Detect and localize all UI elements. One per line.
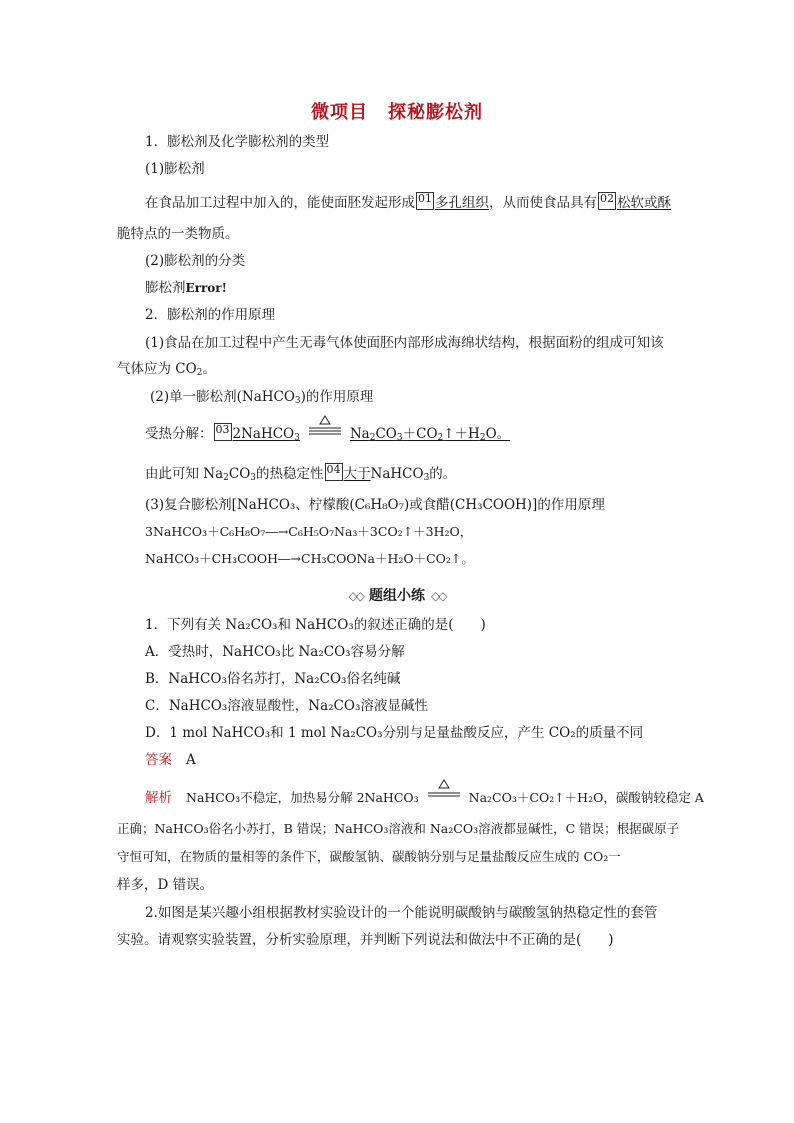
ornament-left-icon: ◇◇ (348, 589, 363, 603)
p2-text-post: 。 (202, 361, 216, 377)
question-1-stem: 1．下列有关 Na₂CO₃和 NaHCO₃的叙述正确的是( ) (145, 617, 486, 633)
paragraph-1-line-2: 脆特点的一类物质。 (117, 226, 239, 242)
analysis-line-1 (145, 788, 704, 807)
subsection-1-1: (1)膨松剂 (145, 161, 205, 177)
heating-arrow-icon (306, 424, 344, 440)
classification-line (145, 279, 227, 297)
eq-right-d: ↑＋H (443, 426, 480, 442)
paragraph-2-line-2 (117, 360, 216, 382)
paragraph-2-line-1: (1)食品在加工过程中产生无毒气体使面胚内部形成海绵状结构，根据面粉的组成可知该 (145, 335, 664, 351)
p2-text-pre: 气体应为 CO (117, 361, 197, 377)
paragraph-1-line-1 (145, 192, 671, 212)
reaction-2: NaHCO₃＋CH₃COOH―→CH₃COONa＋H₂O＋CO₂↑。 (145, 551, 474, 566)
heating-arrow-icon-2 (425, 788, 463, 804)
option-C: C．NaHCO₃溶液显酸性，Na₂CO₃溶液显碱性 (145, 698, 428, 714)
question-2-line-2: 实验。请观察实验装置，分析实验原理，并判断下列说法和做法中不正确的是( ) (117, 932, 614, 948)
analysis-line-4: 样多，D 错误。 (117, 877, 214, 893)
stab-sub-3b: 3 (423, 473, 430, 483)
reaction-1: 3NaHCO₃＋C₆H₈O₇―→C₆H₅O₇Na₃＋3CO₂↑＋3H₂O， (145, 524, 473, 539)
question-2-line-1: 2.如图是某兴趣小组根据教材实验设计的一个能说明碳酸钠与碳酸氢钠热稳定性的套管 (145, 905, 658, 921)
single-agent-heading (150, 388, 373, 410)
stab-e: 的。 (429, 466, 457, 482)
eq-right-a: Na (349, 426, 370, 442)
heat-label: 受热分解： (145, 426, 213, 442)
eq-left-sub: 3 (294, 433, 300, 443)
blank-number-01: 01 (416, 192, 434, 210)
analysis-1b: Na₂CO₃＋CO₂↑＋H₂O，碳酸钠较稳定 A (468, 790, 704, 805)
subsection-1-2: (2)膨松剂的分类 (145, 253, 246, 269)
eq-left: 2NaHCO (232, 426, 295, 442)
eq-right-b: CO (375, 426, 397, 442)
eq-right-c: ＋CO (402, 426, 438, 442)
p2-heading-a: (2)单一膨松剂(NaHCO (150, 389, 295, 405)
section-header-practice (0, 585, 794, 605)
title-right: 探秘膨松剂 (388, 102, 483, 123)
option-D: D．1 mol NaHCO₃和 1 mol Na₂CO₃分别与足量盐酸反应，产生 CO₂的质量不同 (145, 725, 644, 741)
analysis-line-3: 守恒可知，在物质的量相等的条件下，碳酸氢钠、碳酸钠分别与足量盐酸反应生成的 CO₂一 (117, 849, 621, 864)
p1-text-a: 在食品加工过程中加入的，能使面胚发起形成 (145, 195, 415, 211)
p1-text-c: ，从而使食品具有 (489, 195, 597, 211)
page-title (0, 98, 794, 124)
stab-sub-2: 2 (223, 473, 229, 483)
analysis-line-2: 正确；NaHCO₃俗名小苏打，B 错误；NaHCO₃溶液和 Na₂CO₃溶液都显碱性，C 错误；根据碳原子 (117, 821, 680, 836)
p2-heading-b: )的作用原理 (300, 389, 374, 405)
eq-right-e: O。 (485, 426, 511, 442)
answer-blank-04: 大于 (343, 466, 371, 482)
stability-line (145, 463, 456, 487)
eq-sub-2b: 2 (437, 433, 444, 443)
answer-line (145, 751, 196, 769)
blank-number-04: 04 (325, 463, 343, 481)
p2-sub: 2 (196, 368, 203, 378)
answer-blank-01: 多孔组织 (435, 195, 489, 211)
stab-d: NaHCO (370, 466, 424, 482)
stab-b: CO (228, 466, 251, 482)
section-2-heading: 2．膨松剂的作用原理 (145, 307, 276, 323)
error-text: Error! (185, 281, 227, 295)
stab-c: 的热稳定性 (256, 466, 324, 482)
section-1-heading: 1．膨松剂及化学膨松剂的类型 (145, 134, 330, 150)
answer-blank-02: 松软或酥 (617, 195, 671, 211)
eq-sub-2c: 2 (479, 433, 486, 443)
eq-sub-3a: 3 (396, 433, 403, 443)
classify-label: 膨松剂 (145, 280, 186, 296)
stab-sub-3: 3 (250, 473, 257, 483)
compound-agent-heading: (3)复合膨松剂[NaHCO₃、柠檬酸(C₆H₈O₇)或食醋(CH₃COOH)]的作用原理 (145, 497, 605, 513)
title-left: 微项目 (311, 102, 368, 123)
section-label: 题组小练 (369, 588, 425, 604)
ornament-right-icon: ◇◇ (431, 589, 446, 603)
option-B: B．NaHCO₃俗名苏打，Na₂CO₃俗名纯碱 (145, 671, 401, 687)
stab-a: 由此可知 Na (145, 466, 224, 482)
answer-value: A (186, 752, 196, 768)
blank-number-03: 03 (214, 423, 232, 441)
p2-heading-sub: 3 (294, 396, 301, 406)
analysis-1a: NaHCO₃不稳定，加热易分解 2NaHCO₃ (186, 790, 419, 805)
eq-sub-2a: 2 (369, 433, 376, 443)
option-A: A．受热时，NaHCO₃比 Na₂CO₃容易分解 (145, 644, 405, 660)
blank-number-02: 02 (598, 192, 616, 210)
answer-blank-03 (233, 426, 511, 442)
answer-label: 答案 (145, 752, 172, 768)
heat-decomposition-line (145, 423, 510, 447)
analysis-label: 解析 (145, 790, 172, 806)
